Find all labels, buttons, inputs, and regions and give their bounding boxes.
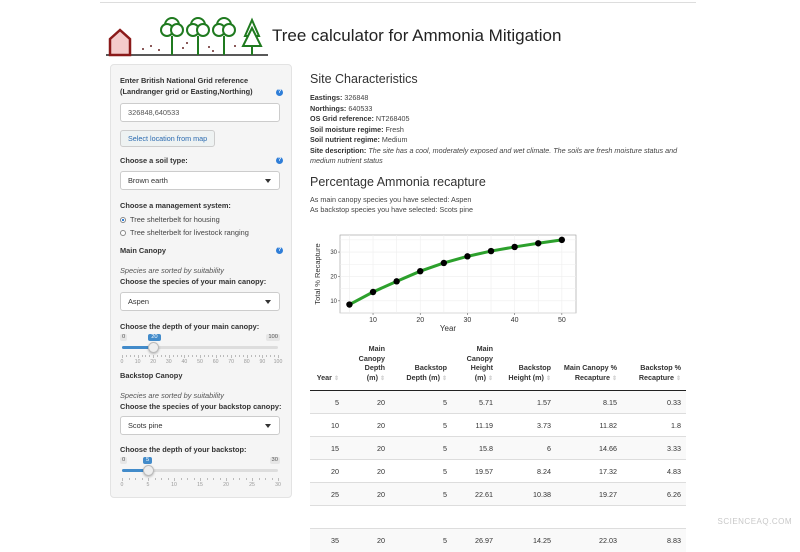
column-header[interactable] [390, 344, 452, 391]
x-tick-label: 20 [416, 317, 425, 324]
slider-tick [142, 478, 143, 480]
table-cell: 8.15 [556, 391, 622, 414]
slider-tick [169, 355, 170, 358]
recapture-chart [312, 229, 582, 333]
site-row: Soil nutrient regime: Medium [310, 135, 408, 144]
slider-tick [200, 478, 201, 481]
soil-type-select[interactable] [120, 171, 280, 190]
slider-tick-label: 60 [212, 359, 219, 365]
slider-tick [122, 478, 123, 481]
slider-tick [231, 355, 232, 358]
slider-tick [161, 355, 162, 357]
table-cell: 6 [498, 437, 556, 460]
table-cell: 19.27 [556, 483, 622, 506]
slider-tick [148, 478, 149, 481]
slider-tick [126, 355, 127, 357]
sort-icon[interactable]: ⇕ [487, 375, 493, 382]
table-cell: 5 [390, 483, 452, 506]
column-header[interactable] [556, 344, 622, 391]
table-cell [556, 506, 622, 529]
slider-tick [270, 355, 271, 357]
slider-tick-label: 100 [273, 359, 283, 365]
column-header[interactable] [344, 344, 390, 391]
table-cell: 20 [344, 483, 390, 506]
column-header-label: Year [316, 372, 332, 382]
slider-tick-label: 25 [249, 482, 255, 488]
table-cell [498, 506, 556, 529]
slider-tick [252, 478, 253, 481]
slider-tick [157, 355, 158, 357]
help-icon[interactable]: ? [277, 89, 282, 95]
watermark: SCIENCEAQ.COM [717, 517, 792, 526]
table-cell: 15.8 [452, 437, 498, 460]
slider-tick [188, 355, 189, 357]
sort-icon[interactable]: ⇕ [611, 375, 617, 382]
sorted-note: Species are sorted by suitability [120, 266, 224, 275]
slider-tick [200, 355, 201, 358]
table-cell: 26.97 [452, 529, 498, 552]
slider-tick [184, 355, 185, 358]
slider-tick-label: 10 [134, 359, 141, 365]
slider-min: 0 [122, 457, 126, 463]
data-point [417, 268, 423, 274]
main-depth-label: Choose the depth of your main canopy: [120, 322, 260, 331]
slider-tick [278, 355, 279, 358]
slider-tick [134, 355, 135, 357]
slider-tick-label: 15 [197, 482, 203, 488]
data-point [393, 278, 399, 284]
slider-handle[interactable] [148, 342, 159, 353]
slider-tick-label: 0 [120, 482, 124, 488]
slider-tick-label: 0 [120, 359, 124, 365]
main-species-note: As main canopy species you have selected: Aspen [310, 194, 472, 204]
slider-tick-labels [120, 359, 283, 367]
slider-tick [255, 355, 256, 357]
table-row [310, 506, 686, 529]
table-cell: 8.24 [498, 460, 556, 483]
table-cell: 19.57 [452, 460, 498, 483]
table-cell [452, 506, 498, 529]
site-description: Site description: The site has a cool, moderately exposed and wet climate. The soils are fresh moisture status and medium nutrient status [310, 145, 678, 165]
house-icon [110, 30, 130, 55]
main-canopy-title: Main Canopy [120, 246, 166, 255]
table-row [310, 437, 686, 460]
column-header-label: Backstop Depth (m) [406, 363, 447, 382]
slider-tick [168, 478, 169, 480]
table-cell: 1.57 [498, 391, 556, 414]
data-point [535, 240, 541, 246]
slider-tick [204, 355, 205, 357]
column-header-label: Backstop % Recapture [638, 363, 681, 382]
table-cell: 22.03 [556, 529, 622, 552]
slider-tick [227, 355, 228, 357]
backstop-depth-slider[interactable] [120, 457, 280, 491]
table-cell [344, 506, 390, 529]
slider-tick [138, 355, 139, 358]
slider-tick [266, 355, 267, 357]
slider-value: 5 [143, 457, 152, 464]
slider-tick [247, 355, 248, 358]
slider-tick-label: 30 [275, 482, 281, 488]
slider-tick [130, 355, 131, 357]
slider-tick-label: 50 [197, 359, 203, 365]
slider-tick-labels [120, 482, 281, 490]
caret-down-icon [265, 179, 271, 183]
backstop-depth-label: Choose the depth of your backstop: [120, 445, 247, 454]
main-species-label: Choose the species of your main canopy: [120, 277, 267, 286]
slider-tick [196, 355, 197, 357]
slider-tick [265, 478, 266, 480]
table-cell [622, 506, 686, 529]
slider-tick [181, 355, 182, 357]
table-cell: 20 [344, 414, 390, 437]
slider-max: 30 [271, 457, 278, 463]
management-option-housing[interactable]: Tree shelterbelt for housing [120, 213, 282, 226]
table-cell: 10.38 [498, 483, 556, 506]
management-label: Choose a management system: [120, 201, 231, 210]
table-cell: 5 [390, 414, 452, 437]
table-cell: 20 [344, 460, 390, 483]
column-header[interactable] [452, 344, 498, 391]
table-cell: 6.26 [622, 483, 686, 506]
slider-tick [192, 355, 193, 357]
table-cell: 8.83 [622, 529, 686, 552]
slider-tick [174, 478, 175, 481]
slider-tick [278, 478, 279, 481]
x-tick-label: 30 [463, 317, 472, 324]
slider-tick-label: 90 [259, 359, 266, 365]
table-cell: 4.83 [622, 460, 686, 483]
data-point [346, 301, 352, 307]
sort-icon[interactable]: ⇕ [545, 375, 551, 382]
slider-tick [226, 478, 227, 481]
table-cell: 20 [344, 529, 390, 552]
data-point [464, 253, 470, 259]
x-tick-label: 50 [557, 317, 566, 324]
header [106, 10, 696, 58]
main-depth-slider[interactable] [120, 334, 283, 368]
table-cell [310, 506, 344, 529]
y-tick-label: 20 [330, 274, 337, 281]
table-cell: 22.61 [452, 483, 498, 506]
data-point [488, 248, 494, 254]
slider-tick-label: 5 [146, 482, 150, 488]
site-row: Northings: 640533 [310, 103, 373, 113]
help-icon[interactable]: ? [277, 247, 282, 253]
sort-icon[interactable]: ⇕ [675, 375, 681, 382]
table-row [310, 460, 686, 483]
radio-selected-icon[interactable] [120, 217, 126, 223]
slider-tick-label: 70 [228, 359, 235, 365]
site-row: OS Grid reference: NT268405 [310, 114, 410, 123]
slider-tick [235, 355, 236, 357]
column-header-label: Main Canopy % Recapture [563, 363, 617, 382]
x-tick-label: 10 [369, 317, 377, 324]
slider-tick [153, 355, 154, 358]
slider-tick [251, 355, 252, 357]
slider-tick [155, 478, 156, 480]
column-header[interactable] [498, 344, 556, 391]
slider-tick-label: 20 [223, 482, 229, 488]
column-header-label: Main Canopy Height (m) [466, 344, 493, 382]
table-cell: 5 [390, 529, 452, 552]
slider-tick [239, 355, 240, 357]
slider-tick [135, 478, 136, 480]
plot-area [340, 235, 576, 313]
help-icon[interactable]: ? [277, 157, 282, 163]
slider-tick [145, 355, 146, 357]
table-cell: 14.25 [498, 529, 556, 552]
app-logo [106, 12, 268, 58]
slider-tick [187, 478, 188, 480]
management-option-livestock[interactable]: Tree shelterbelt for livestock ranging [120, 226, 282, 239]
slider-tick [262, 355, 263, 358]
table-cell: 25 [310, 483, 344, 506]
table-cell: 5 [390, 460, 452, 483]
slider-min: 0 [122, 334, 126, 340]
table-cell: 11.82 [556, 414, 622, 437]
y-axis-label: Total % Recapture [313, 243, 322, 305]
y-tick-label: 10 [330, 298, 337, 305]
app-title: Tree calculator for Ammonia Mitigation [272, 26, 562, 45]
select-location-button[interactable]: Select location from map [120, 130, 215, 147]
slider-tick [220, 355, 221, 357]
soil-type-value: Brown earth [128, 176, 168, 185]
slider-max: 100 [268, 334, 278, 340]
recapture-notes [310, 195, 696, 216]
column-header-label: Main Canopy Depth (m) [358, 344, 385, 382]
slider-value: 20 [148, 334, 160, 341]
backstop-species-note: As backstop species you have selected: Scots pine [310, 205, 474, 214]
table-cell: 10 [310, 414, 344, 437]
table-cell: 20 [344, 391, 390, 414]
main-species-select[interactable] [120, 292, 280, 311]
slider-handle[interactable] [143, 465, 154, 476]
slider-tick [207, 478, 208, 480]
table-cell: 20 [344, 437, 390, 460]
backstop-canopy-title: Backstop Canopy [120, 371, 183, 380]
slider-tick [161, 478, 162, 480]
top-rule [100, 2, 696, 3]
site-characteristics-title: Site Characteristics [310, 72, 418, 86]
slider-tick-label: 40 [181, 359, 188, 365]
slider-tick [122, 355, 123, 358]
table-cell: 17.32 [556, 460, 622, 483]
slider-tick [243, 355, 244, 357]
slider-tick [220, 478, 221, 480]
slider-tick [181, 478, 182, 480]
slider-tick-label: 30 [165, 359, 172, 365]
slider-tick [259, 355, 260, 357]
data-point [370, 289, 376, 295]
table-row [310, 391, 686, 414]
site-row: Eastings: 326848 [310, 93, 369, 102]
slider-tick [239, 478, 240, 480]
site-row: Soil moisture regime: Fresh [310, 124, 404, 134]
slider-tick [194, 478, 195, 480]
site-info [310, 93, 696, 167]
table-cell: 35 [310, 529, 344, 552]
sidebar [110, 64, 292, 498]
x-tick-label: 40 [510, 317, 519, 324]
table-cell: 5 [390, 437, 452, 460]
sorted-note: Species are sorted by suitability [120, 391, 224, 400]
table-cell [390, 506, 452, 529]
backstop-species-label: Choose the species of your backstop canopy: [120, 402, 282, 411]
slider-tick [129, 478, 130, 480]
sort-icon[interactable]: ⇕ [379, 375, 385, 382]
slider-tick [149, 355, 150, 357]
slider-tick [142, 355, 143, 357]
tree-icon [161, 18, 261, 55]
table-cell: 14.66 [556, 437, 622, 460]
backstop-species-value: Scots pine [128, 421, 163, 430]
table-cell: 1.8 [622, 414, 686, 437]
column-header[interactable] [622, 344, 686, 391]
caret-down-icon [265, 424, 271, 428]
backstop-species-select[interactable] [120, 416, 280, 435]
x-axis-label: Year [439, 324, 457, 333]
grid-ref-input[interactable]: 326848,640533 [120, 103, 280, 122]
slider-tick-label: 10 [171, 482, 177, 488]
slider-tick [212, 355, 213, 357]
y-tick-label: 30 [330, 250, 337, 257]
slider-tick [165, 355, 166, 357]
slider-tick [208, 355, 209, 357]
main-species-value: Aspen [128, 297, 149, 306]
column-header[interactable] [310, 344, 344, 391]
slider-tick [213, 478, 214, 480]
data-point [511, 244, 517, 250]
recapture-title: Percentage Ammonia recapture [310, 174, 486, 189]
slider-tick [177, 355, 178, 357]
slider-tick [216, 355, 217, 358]
table-cell: 0.33 [622, 391, 686, 414]
sort-icon[interactable]: ⇕ [333, 375, 339, 382]
main-panel [310, 72, 696, 216]
slider-tick [274, 355, 275, 357]
slider-tick [246, 478, 247, 480]
caret-down-icon [265, 300, 271, 304]
grid-ref-label: Enter British National Grid reference (Landranger grid or Easting,Northing) [120, 76, 253, 96]
slider-tick [173, 355, 174, 357]
radio-icon[interactable] [120, 230, 126, 236]
column-header-label: Backstop Height (m) [508, 363, 551, 382]
table-cell: 3.33 [622, 437, 686, 460]
table-row [310, 483, 686, 506]
table-cell: 5.71 [452, 391, 498, 414]
table-cell: 20 [310, 460, 344, 483]
slider-tick [272, 478, 273, 480]
table-row [310, 529, 686, 552]
results-table [310, 344, 686, 552]
table-cell: 11.19 [452, 414, 498, 437]
table-cell: 5 [390, 391, 452, 414]
table-cell: 3.73 [498, 414, 556, 437]
soil-type-label: Choose a soil type: [120, 156, 188, 165]
table-cell: 15 [310, 437, 344, 460]
data-point [441, 260, 447, 266]
slider-tick-label: 20 [150, 359, 157, 365]
table-header-row [310, 344, 686, 391]
sort-icon[interactable]: ⇕ [441, 375, 447, 382]
table-row [310, 414, 686, 437]
slider-tick-label: 80 [243, 359, 250, 365]
table-cell: 5 [310, 391, 344, 414]
slider-tick [223, 355, 224, 357]
slider-tick [259, 478, 260, 480]
slider-tick [233, 478, 234, 480]
data-point [559, 237, 565, 243]
